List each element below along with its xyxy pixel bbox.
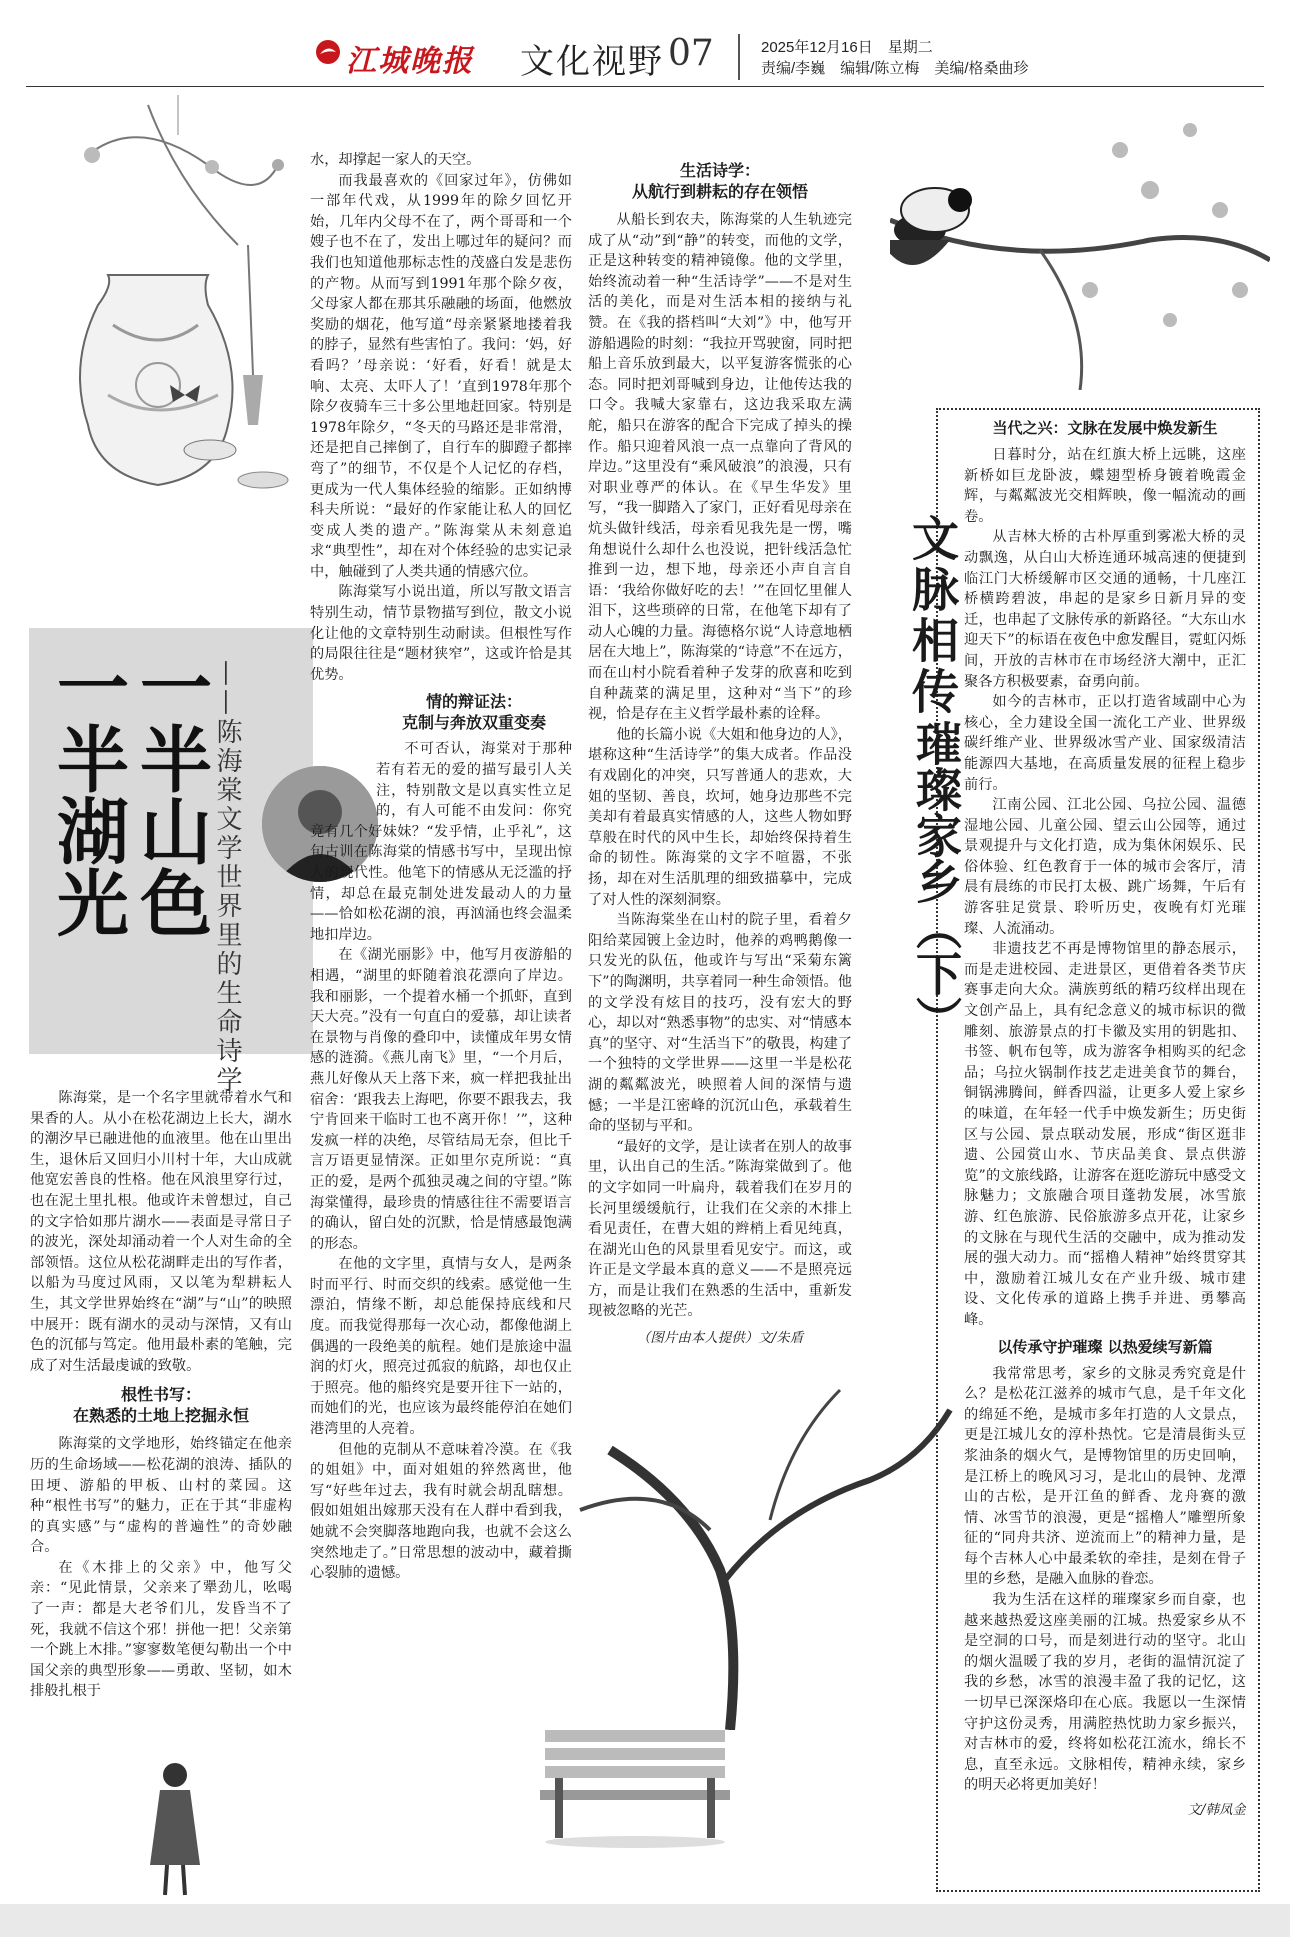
section-heading-line1: 根性书写： [120, 1385, 201, 1405]
section-heading-line2: 在熟悉的土地上挖掘永恒 [72, 1406, 249, 1426]
section-heading-line1: 生活诗学： [679, 161, 760, 180]
paragraph: 他的长篇小说《大姐和他身边的人》，堪称这种“生活诗学”的集大成者。作品没有戏剧化的冲突，只写普通人的悲欢，大姐的坚韧、善良，坎坷，她身边那些不完美却有着最真实情感的人，这些人物如野草般在时代的风中生长，却始终保持着生命的韧性。陈海棠的文字不喧嚣，不张扬，却在对生活肌理的细致描摹中，完成了对人性的深刻洞察。 [588, 726, 852, 908]
paragraph: 江南公园、江北公园、乌拉公园、温德湿地公园、儿童公园、望云山公园等，通过景观提升与文化打造，成为集休闲娱乐、民俗体验、红色教育于一体的城市会客厅，清晨有晨练的市民打太极、跳广场舞，午后有游客驻足赏景、聆听历史，夜晚有灯光璀璨、人流涌动。 [964, 797, 1246, 937]
section-heading-line1: 情的辩证法： [425, 692, 522, 712]
article-title-line1: 一半山色 [128, 650, 212, 938]
paragraph: 在他的文字里，真情与女人，是两条时而平行、时而交织的线索。感觉他一生漂泊，情缘不断，却总能保持底线和尺度。而我觉得那每一次心动，都像他湖上偶遇的一段绝美的航程。她们是旅途中温润的灯火，照亮过孤寂的航路，却也仅止于照亮。他的船终究是要开往下一站的，而她们的光，也应该为最终能停泊在她们港湾里的人亮着。 [310, 1256, 572, 1438]
vase-illustration [28, 95, 308, 515]
header-rule [26, 86, 1264, 87]
paragraph: 日暮时分，站在红旗大桥上远眺，这座新桥如巨龙卧波，蝶翅型桥身镀着晚霞金辉，与粼粼波光交相辉映，像一幅流动的画卷。 [964, 447, 1246, 525]
article-title-line2: 一半湖光 [45, 650, 129, 938]
paragraph: 我为生活在这样的璀璨家乡而自豪，也越来越热爱这座美丽的江城。热爱家乡从不是空洞的口号，而是刻进行动的坚守。北山的烟火温暖了我的岁月，老街的温情沉淀了我的乡愁，冰雪的浪漫丰盈了我的记忆，这一切早已深深烙印在心底。我愿以一生深情守护这份灵秀，用满腔热忱助力家乡振兴，对吉林市的爱，终将如松花江流水，绵长不息，直至永远。文脉相传，精神永续，家乡的明天必将更加美好！ [964, 1592, 1246, 1794]
article-column-2 [310, 150, 572, 1730]
magpie-illustration [890, 90, 1270, 390]
section-heading-line2: 克制与奔放双重变奏 [401, 713, 546, 733]
paragraph: 我常常思考，家乡的文脉灵秀究竟是什么？是松花江滋养的城市气息，是千年文化的绵延不绝，是城市多年打造的人文景点，更是江城儿女的淳朴热忱。它是清晨街头豆浆油条的烟火气，是博物馆里的历史回响，是江桥上的晚风习习，是北山的晨钟、龙潭山的古松，是开江鱼的鲜香、龙舟赛的激情、冰雪节的浪漫，更是“摇橹人”雕塑所象征的“同舟共济、逆流而上”的精神力量，是每个吉林人心中最柔软的牵挂，是刻在骨子里的乡愁，是融入血脉的眷恋。 [964, 1365, 1246, 1588]
paragraph: 在《木排上的父亲》中，他写父亲：“见此情景，父亲来了犟劲儿，吆喝了一声：都是大老爷们儿，发昏当不了死，我就不信这个邪！拼他一把！父亲第一个跳上木排。”寥寥数笔便勾勒出一个中国父亲的典型形象——勇敢、坚韧，如木排般扎根于 [30, 1559, 292, 1700]
paragraph: 当陈海棠坐在山村的院子里，看着夕阳给菜园镀上金边时，他养的鸡鸭鹅像一只发光的队伍，他或许与写出“采菊东篱下”的陶渊明，共享着同一种生命领悟。他的文学没有炫目的技巧，没有宏大的野心，却以对“熟悉事物”的忠实、对“情感本真”的坚守、对“生活当下”的敬畏，构建了一个独特的文学世界——这里一半是松花湖的粼粼波光，映照着人间的深情与遗憾；一半是江密峰的沉沉山色，承载着生命的坚韧与平和。 [588, 912, 852, 1135]
girl-illustration [135, 1755, 215, 1905]
article-subtitle: ——陈海棠文学世界里的生命诗学 [212, 660, 242, 1095]
page-footer-band [0, 1904, 1290, 1937]
paragraph: 水，却撑起一家人的天空。 [310, 152, 481, 168]
paragraph: 陈海棠的文学地形，始终锚定在他亲历的生命场域——松花湖的浪涛、插队的田埂、游船的甲板、山村的菜园。这种“根性书写”的魅力，正在于其“非虚构的真实感”与“虚构的普遍性”的奇妙融合。 [30, 1436, 292, 1556]
logo-mark-icon [314, 38, 342, 66]
bench-illustration [535, 1720, 735, 1850]
article-column-1 [30, 1088, 292, 1702]
section-heading [30, 1384, 292, 1426]
section-heading [588, 160, 852, 202]
paragraph: 从船长到农夫，陈海棠的人生轨迹完成了从“动”到“静”的转变，而他的文学，正是这种转变的精神镜像。他的文学里，始终流动着一种“生活诗学”——不是对生活的美化，而是对生活本相的接纳与礼赞。在《我的搭档叫“大刘”》中，他写开游船遇险的时刻：“我拉开骂驶窗，同时把船上音乐放到最大，以平复游客慌张的心态。同时把刘哥喊到身边，让他传达我的口令。我喊大家靠右，这边我采取左满舵，船只在游客的配合下完成了掉头的操作。船只迎着风浪一点一点靠向了背风的岸边。”这里没有“乘风破浪”的浪漫，只有对职业尊严的体认。在《早生华发》里写，“我一脚踏入了家门，正好看见母亲在炕头做针线活，母亲看见我先是一愣，嘴角想说什么却什么也没说，把针线活急忙推到一边，想下地，母亲还小声自言自语：‘我给你做好吃的去！’”在回忆里催人泪下，这些琐碎的日常，在他笔下却有了动人心魄的力量。海德格尔说“人诗意地栖居在大地上”，陈海棠的“诗意”不在远方，而在山村小院看着种子发芽的欣喜和吃到自种蔬菜的满足里，这种对“当下”的珍视，恰是存在主义哲学最朴素的诠释。 [588, 212, 852, 723]
paragraph: 非遗技艺不再是博物馆里的静态展示，而是走进校园、走进景区，更借着各类节庆赛事走向大众。满族剪纸的精巧纹样出现在文创产品上，具有纪念意义的城市标识的微雕刻、旅游景点的打卡徽及实用的钥匙扣、书签、帆布包等，成为游客争相购买的纪念品；乌拉火锅制作技艺走进美食节的舞台，铜锅沸腾间，鲜香四溢，让更多人爱上家乡的味道，在年轻一代手中焕发新生；历史街区与公园、景点联动发展，形成“街区逛非遗、公园赏山水、节庆品美食、景点供游览”的文旅线路，让游客在逛吃游玩中感受文脉魅力；文旅融合项目蓬勃发展，冰雪旅游、红色旅游、民俗旅游多点开花，让家乡的文脉在与现代生活的交融中，成为推动发展的强大动力。而“摇橹人精神”始终贯穿其中，激励着江城儿女在产业升级、城市建设、文化传承的道路上携手并进、勇攀高峰。 [964, 941, 1246, 1328]
paragraph: 但他的克制从不意味着冷漠。在《我的姐姐》中，面对姐姐的猝然离世，他写“好些年过去，我有时就会胡乱瞎想。假如姐姐出嫁那天没有在人群中看到我，她就不会突脚落地跑向我，也就不会这么突然地走了。”日常思想的波动中，藏着撕心裂肺的遗憾。 [310, 1441, 572, 1582]
paragraph: 不可否认，海棠对于那种若有若无的爱的描写最引人关注，特别散文是以真实性立足的，有人可能不由发问：你究竟有几个好妹妹？“发乎情，止乎礼”，这句古训在陈海棠的情感书写中，呈现出惊人的现代性。他笔下的情感从无泛滥的抒情，却总在最克制处进发最动人的力量——恰如松花湖的浪，再汹涌也终会温柔地扣岸边。 [310, 741, 572, 943]
side-article-text [964, 418, 1246, 1883]
newspaper-logo: 江城晚报 [346, 44, 474, 79]
side-article-title: 文脉相传 [904, 514, 959, 718]
issue-date: 2025年12月16日 星期二 [761, 39, 933, 56]
page-number: 07 [668, 33, 714, 74]
article-column-3 [588, 160, 852, 1480]
section-name: 文化视野 [520, 42, 664, 82]
section-heading: 当代之兴：文脉在发展中焕发新生 [992, 419, 1218, 437]
photo-credit: （图片由本人提供）文/朱盾 [636, 1330, 804, 1347]
section-heading-line2: 从航行到耕耘的存在领悟 [631, 182, 808, 201]
paragraph: 从吉林大桥的古朴厚重到雾凇大桥的灵动飘逸，从白山大桥连通环城高速的便捷到临江门大桥缓解市区交通的通畅，十几座江桥横跨碧波，串起的是家乡日新月异的变迁，也串起了文脉传承的新路径。“大东山水迎天下”的标语在夜色中愈发醒目，霓虹闪烁间，开放的吉林市在市场经济大潮中，正汇聚各方积极要素，奋勇向前。 [964, 529, 1246, 690]
butterfly-icon [165, 380, 205, 410]
paragraph: 而我最喜欢的《回家过年》，仿佛如一部年代戏，从1999年的除夕回忆开始，几年内父母不在了，两个哥哥和一个嫂子也不在了，发出上哪过年的疑问？而我们也知道他那标志性的茂盛白发是悲伤的产物。从而写到1991年那个除夕夜，父母家人都在那其乐融融的场面，他燃放奖励的烟花，他写道“母亲紧紧地搂着我的脖子，显然有些害怕了。我问：‘妈，好看吗？’母亲说：‘好看，好看！就是太响、太亮、太吓人了！’直到1978年那个除夕夜骑车三十多公里地赶回家。特别是1978年除夕，“冬天的马路还是非常滑，还是把自己摔倒了，自行车的脚蹬子都摔弯了”的细节，不仅是个人记忆的存档，更成为一代人集体经验的缩影。正如纳博科夫所说：“最好的作家能让私人的回忆变成人类的遗产。”陈海棠从未刻意追求“典型性”，却在对个体经验的忠实记录中，触碰到了人类共通的情感穴位。 [310, 172, 572, 580]
paragraph: 在《湖光丽影》中，他写月夜游船的相遇，“湖里的虾随着浪花漂向了岸边。我和丽影，一个提着水桶一个抓虾，直到天大亮。”没有一句直白的爱慕，却让读者在景物与肖像的叠印中，读懂成年男女情感的涟漪。《燕儿南飞》里，“一个月后，燕儿好像从天上落下来，疯一样把我扯出宿舍：‘跟我去上海吧，你要不跟我去，我宁肯回来干临时工也不离开你！’”，这种发疯一样的决绝，尽管结局无奈，但比千言万语更显情深。正如里尔克所说：“真正的爱，是两个孤独灵魂之间的守望。”陈海棠懂得，最珍贵的情感往往不需要语言的确认，留白处的沉默，恰是情感最饱满的形态。 [310, 947, 572, 1252]
paragraph: 陈海棠写小说出道，所以写散文语言特别生动，情节景物描写到位，散文小说化让他的文章特别生动耐读。但根性写作的局限往往是“题材狭窄”，这或许恰是其优势。 [310, 584, 572, 683]
side-article-subtitle: 璀璨家乡（下） [909, 720, 963, 1042]
header-divider [738, 34, 740, 80]
paragraph: “最好的文学，是让读者在别人的故事里，认出自己的生活。”陈海棠做到了。他的文字如同一叶扁舟，载着我们在岁月的长河里缓缓航行，让我们在父亲的木排上看见责任，在曹大姐的辫梢上看见纯真，在湖光山色的风景里看见安宁。而这，或许正是文学最本真的意义——不是照亮远方，而是让我们在熟悉的生活中，重新发现被忽略的光芒。 [588, 1138, 852, 1320]
author-credit: 文/韩凤金 [1187, 1802, 1246, 1818]
paragraph: 陈海棠，是一个名字里就带着水气和果香的人。从小在松花湖边上长大，湖水的潮汐早已融进他的血液里。他在山里出生，退休后又回归小川村十年，大山成就他宽宏善良的性格。他在风浪里穿行过，也在泥土里扎根。他或许未曾想过，自己的文字恰如那片湖水——表面是寻常日子的波光，深处却涌动着一个人对生命的全部领悟。这位从松花湖畔走出的写作者，以船为马度过风雨，又以笔为犁耕耘人生，其文学世界始终在“湖”与“山”的映照中展开：既有湖水的灵动与深情，又有山色的沉郁与笃定。他用最朴素的笔触，完成了对生活最虔诚的致敬。 [30, 1090, 292, 1374]
section-heading: 以传承守护璀璨 以热爱续写新篇 [997, 1337, 1213, 1356]
photo-float-spacer [310, 685, 376, 813]
paragraph: 如今的吉林市，正以打造省域副中心为核心，全力建设全国一流化工产业、世界级碳纤维产业、世界级冰雪产业、国家级清洁能源四大基地，在高质量发展的征程上稳步前行。 [964, 694, 1246, 793]
editor-credits: 责编/李巍 编辑/陈立梅 美编/格桑曲珍 [761, 60, 1029, 77]
